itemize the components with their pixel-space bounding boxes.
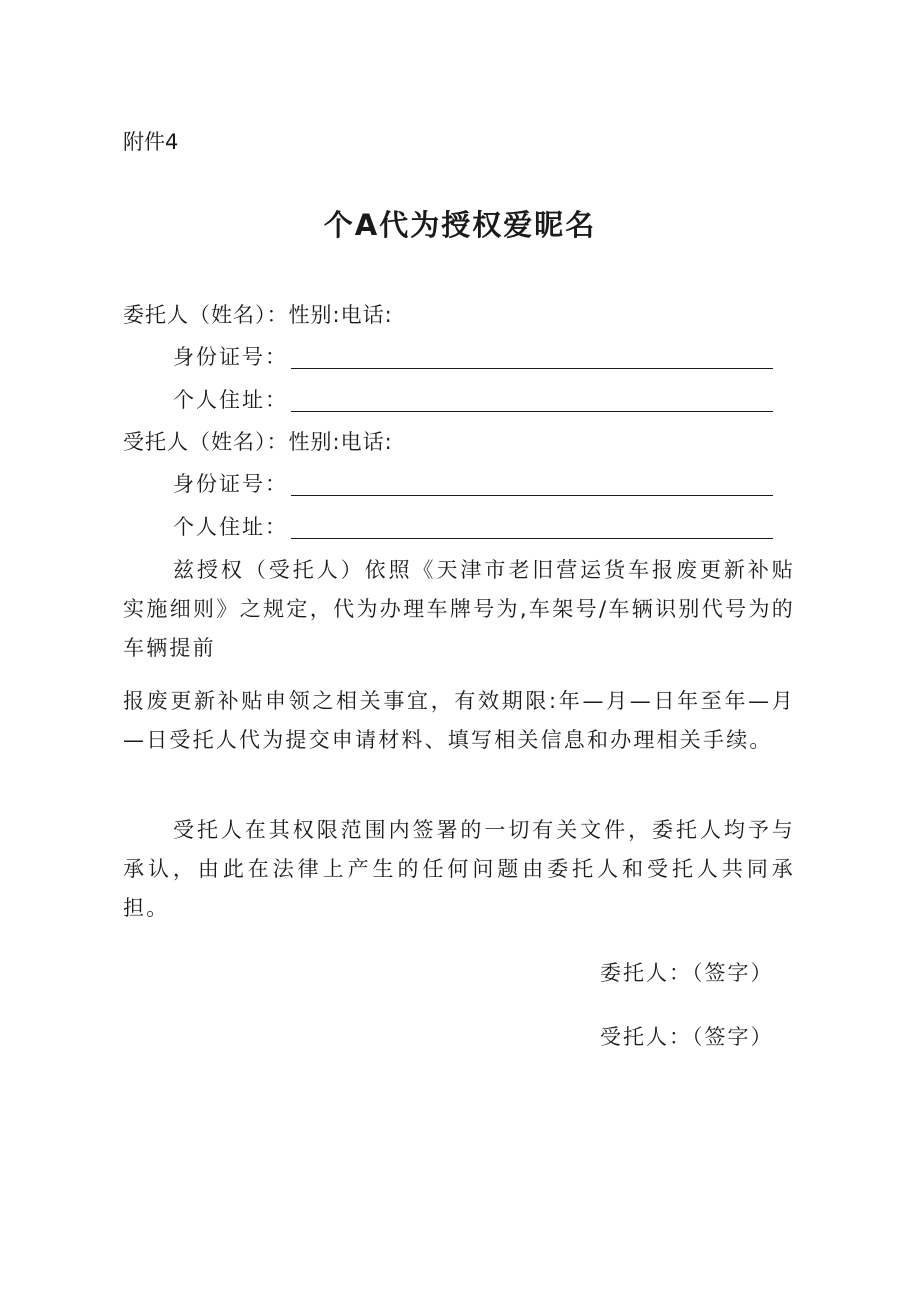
agent-id-row [173,469,773,499]
agent-address-blank [291,516,773,539]
principal-address-label: 个人住址： [173,388,288,412]
principal-address-row [173,385,773,415]
principal-signature: 委托人：（签字） [600,961,774,985]
principal-id-row [173,342,773,372]
agent-id-blank [291,473,773,496]
principal-id-label: 身份证号： [173,345,288,369]
principal-address-blank [291,389,773,412]
agent-info-line: 受托人（姓名）：性别:电话: [123,430,393,454]
agent-address-label: 个人住址： [173,515,288,539]
authorization-paragraph: 兹授权（受托人）依照《天津市老旧营运货车报废更新补贴实施细则》之规定，代为办理车牌号为,车架号/车辆识别代号为的车辆提前 [123,558,795,660]
liability-paragraph: 受托人在其权限范围内签署的一切有关文件，委托人均予与承认，由此在法律上产生的任何问题由委托人和受托人共同承担。 [123,818,795,920]
attachment-label: 附件4 [123,130,179,154]
agent-signature: 受托人：（签字） [600,1025,774,1049]
agent-address-row [173,512,773,542]
principal-info-line: 委托人（姓名）：性别:电话: [123,303,393,327]
agent-id-label: 身份证号： [173,472,288,496]
principal-id-blank [291,346,773,369]
document-title: 个A代为授权爱昵名 [323,208,597,242]
validity-paragraph: 报废更新补贴申领之相关事宜，有效期限:年—月—日年至年—月—日受托人代为提交申请材料、填写相关信息和办理相关手续。 [123,689,795,752]
